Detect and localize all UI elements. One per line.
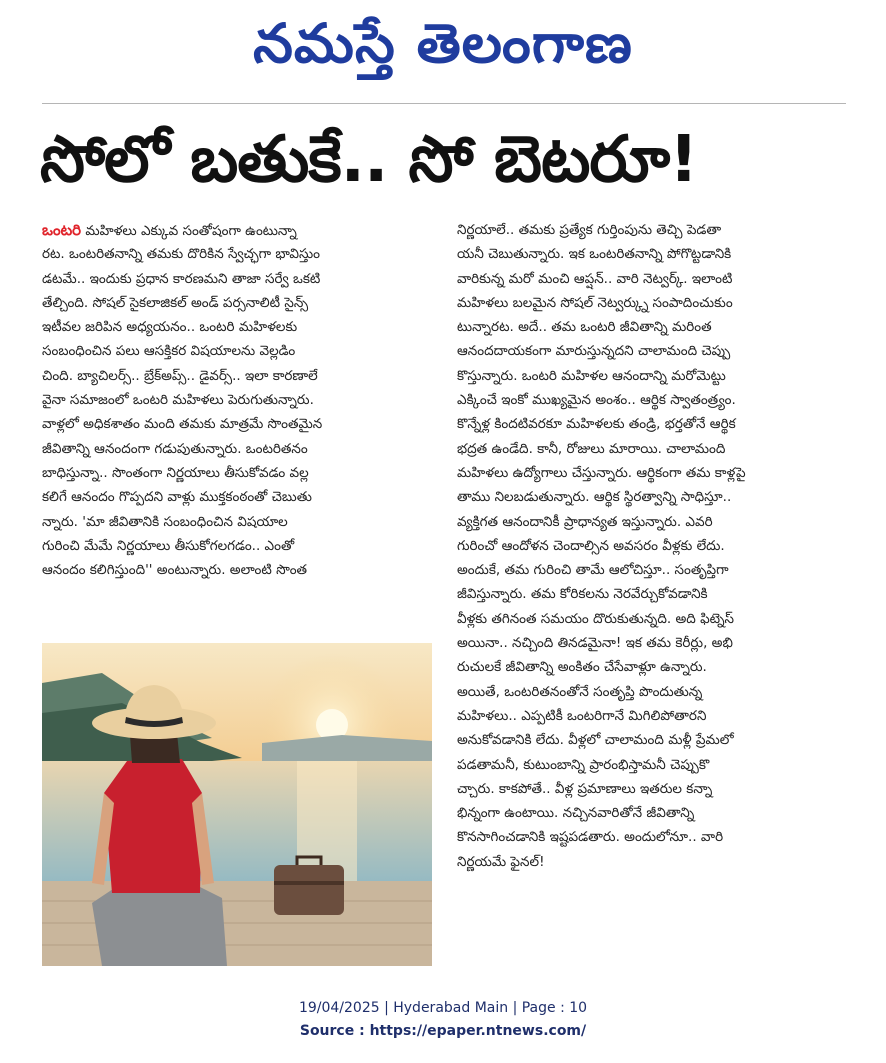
- article-line: న్నారు. 'మా జీవితానికి సంబంధించిన విషయాల: [42, 513, 288, 530]
- article-line: జీవిస్తున్నారు. తమ కోరికలను నెరవేర్చుకోవడానికి: [457, 586, 708, 603]
- article-line: కొస్తున్నారు. ఒంటరి మహిళల ఆనందాన్ని మరోమెట్టు: [457, 367, 726, 384]
- article-line: ఇటీవల జరిపిన అధ్యయనం.. ఒంటరి మహిళలకు: [42, 319, 298, 336]
- article-line: మహిళలు.. ఎప్పటికీ ఒంటరిగానే మిగిలిపోతారని: [457, 707, 707, 724]
- woman-by-lake-image: [42, 643, 432, 966]
- article-line: జీవితాన్ని ఆనందంగా గడుపుతున్నారు. ఒంటరితనం: [42, 440, 308, 457]
- article-line: అయితే, ఒంటరితనంతోనే సంతృప్తి పొందుతున్న: [457, 683, 703, 700]
- article-photo: [42, 643, 432, 966]
- article-line: పడతామనీ, కుటుంబాన్ని ప్రారంభిస్తామనీ చెప్పుకొ: [457, 756, 710, 773]
- article-column-left: [42, 218, 434, 582]
- article-line: [42, 218, 434, 242]
- article-line: వ్యక్తిగత ఆనందానికీ ప్రాధాన్యత ఇస్తున్నారు. ఎవరి: [457, 513, 713, 530]
- article-line: కొన్నేళ్ల కిందటివరకూ మహిళలకు తండ్రి, భర్తతోనే ఆర్థిక: [457, 416, 736, 433]
- sun-reflection: [297, 761, 357, 881]
- article-line: మహిళలు ఉద్యోగాలు చేస్తున్నారు. ఆర్థికంగా తమ కాళ్లపై: [457, 464, 746, 481]
- article-line: టున్నారట. అదే.. తమ ఒంటరి జీవితాన్ని మరింత: [457, 319, 712, 336]
- suitcase: [274, 865, 344, 915]
- article-line: గురించో ఆందోళన చెందాల్సిన అవసరం వీళ్లకు లేదు.: [457, 537, 725, 554]
- article-line: ఆనందదాయకంగా మారుస్తున్నదని చాలామంది చెప్పు: [457, 343, 731, 360]
- article-line: సంబంధించిన పలు ఆసక్తికర విషయాలను వెల్లడిం: [42, 343, 296, 360]
- article-line: తేల్చింది. సోషల్ సైకలాజికల్ అండ్ పర్సనాలిటీ సైన్స్: [42, 294, 309, 311]
- article-line: భిన్నంగా ఉంటాయి. నచ్చినవారితోనే జీవితాన్ని: [457, 805, 695, 822]
- article-line: అందుకే, తమ గురించి తామే ఆలోచిస్తూ.. సంతృప్తిగా: [457, 562, 729, 579]
- article-line: రుచులకే జీవితాన్ని అంకితం చేసేవాళ్లూ ఉన్నారు.: [457, 659, 707, 676]
- article-line: భద్రత ఉండేది. కానీ, రోజులు మారాయి. చాలామంది: [457, 440, 726, 457]
- article-kicker: ఒంటరి: [42, 221, 82, 239]
- article-line: యనీ చెబుతున్నారు. ఇక ఒంటరితనాన్ని పోగొట్టడానికి: [457, 246, 732, 263]
- source-link[interactable]: Source : https://epaper.ntnews.com/: [299, 1023, 587, 1039]
- article-line: అయినా.. నచ్చింది తినడమైనా! ఇక తమ కెరీర్లు, అభి: [457, 635, 733, 652]
- article-line-text: మహిళలు ఎక్కువ సంతోషంగా ఉంటున్నా: [81, 223, 297, 239]
- article-line: తాము నిలబడుతున్నారు. ఆర్థిక స్థిరత్వాన్ని సాధిస్తూ..: [457, 489, 732, 506]
- article-line: వాళ్లలో అధికశాతం మంది తమకు మాత్రమే సొంతమైన: [42, 416, 323, 433]
- article-line: నిర్ణయమే ఫైనల్!: [457, 853, 545, 870]
- article-column-right: [457, 218, 849, 874]
- woman-legs: [92, 883, 227, 966]
- article-line: డటమే.. ఇందుకు ప్రధాన కారణమని తాజా సర్వే ఒకటి: [42, 270, 321, 287]
- woman-top: [104, 759, 202, 893]
- edition-info: 19/04/2025 | Hyderabad Main | Page : 10: [298, 1000, 588, 1016]
- article-headline: సోలో బతుకే.. సో బెటరూ!: [40, 123, 698, 197]
- article-line: వైనా సమాజంలో ఒంటరి మహిళలు పెరుగుతున్నారు.: [42, 392, 314, 409]
- article-line: కొనసాగించడానికి ఇష్టపడతారు. అందులోనూ.. వారి: [457, 829, 724, 846]
- article-line: చ్చారు. కాకపోతే.. వీళ్ల ప్రమాణాలు ఇతరుల కన్నా: [457, 780, 713, 797]
- article-line: ఆనందం కలిగిస్తుంది'' అంటున్నారు. అలాంటి సొంత: [42, 562, 308, 579]
- article-line: గురించి మేమే నిర్ణయాలు తీసుకోగలగడం.. ఎంతో: [42, 537, 295, 554]
- article-line: కలిగే ఆనందం గొప్పదని వాళ్లు ముక్తకంఠంతో చెబుతు: [42, 489, 312, 506]
- article-line: వీళ్లకు తగినంత సమయం దొరుకుతున్నది. అది ఫిట్నెస్: [457, 610, 734, 627]
- masthead-divider: [42, 103, 846, 104]
- article-line: అనుకోవడానికి లేదు. వీళ్లలో చాలామంది మళ్లీ ప్రేమలో: [457, 732, 734, 749]
- article-line: మహిళలు బలమైన సోషల్ నెట్వర్క్ను సంపాదించుకుం: [457, 294, 733, 311]
- article-line: రట. ఒంటరితనాన్ని తమకు దొరికిన స్వేచ్ఛగా భావిస్తుం: [42, 246, 321, 263]
- article-line: చింది. బ్యాచిలర్స్.. బ్రేక్అప్స్.. డైవర్స్.. ఇలా కారణాలే: [42, 367, 318, 384]
- article-line: నిర్ణయాలే.. తమకు ప్రత్యేక గుర్తింపును తెచ్చి పెడతా: [457, 222, 722, 238]
- article-line: వారికున్న మరో మంచి ఆప్షన్.. వారి నెట్వర్క్. ఇలాంటి: [457, 270, 733, 287]
- article-line: బాధిస్తున్నా.. సొంతంగా నిర్ణయాలు తీసుకోవడం వల్ల: [42, 464, 309, 481]
- masthead-logo: నమస్తే తెలంగాణ: [253, 12, 633, 75]
- article-line: ఎక్కించే ఇంకో ముఖ్యమైన అంశం.. ఆర్థిక స్వాతంత్ర్యం.: [457, 392, 736, 409]
